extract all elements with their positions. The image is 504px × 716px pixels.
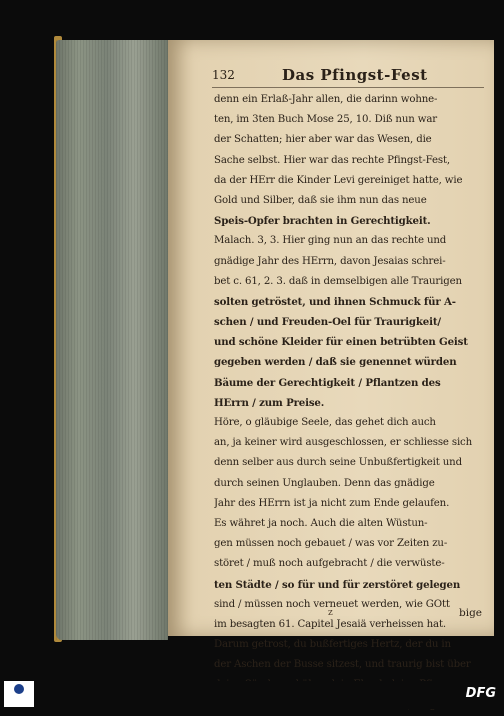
book-page: [168, 40, 494, 671]
text-line: denn ein Erlaß-Jahr allen, die darinn wohne-: [214, 94, 438, 105]
book-page-edges: [56, 40, 168, 640]
text-line: durch seinen Unglauben. Denn das gnädige: [214, 477, 435, 489]
page-body-text: [214, 90, 484, 716]
text-line: bet c. 61, 2. 3. daß in demselbigen alle Traurigen: [214, 275, 462, 287]
text-line: ten, im 3ten Buch Mose 25, 10. Diß nun war: [214, 114, 437, 126]
library-logo-icon: [14, 684, 24, 694]
text-line: Bäume der Gerechtigkeit / Pflantzen des: [214, 376, 441, 389]
text-line: sind / müssen noch verneuet werden, wie GOtt: [214, 598, 450, 610]
text-line: der Aschen der Busse sitzest, und traurig bist über: [214, 659, 471, 671]
text-line: an, ja keiner wird ausgeschlossen, er schliesse sich: [214, 437, 473, 449]
text-line: HErrn / zum Preise.: [214, 396, 325, 409]
text-line: und schöne Kleider für einen betrübten Geist: [214, 336, 468, 349]
text-line: gegeben werden / daß sie genennet würden: [214, 356, 457, 369]
text-line: Jahr des HErrn ist ja nicht zum Ende gelaufen.: [214, 497, 450, 509]
text-line: der Schatten; hier aber war das Wesen, die: [214, 134, 432, 146]
page-edge-lines: [56, 40, 168, 640]
viewer-footer: [0, 681, 504, 709]
running-title: Das Pfingst-Fest: [282, 66, 428, 84]
text-line: im besagten 61. Capitel Jesaiä verheissen hat.: [214, 618, 446, 630]
text-line: da der HErr die Kinder Levi gereiniget hatte, wie: [214, 174, 463, 186]
page-header: [212, 66, 482, 86]
text-line: Höre, o gläubige Seele, das gehet dich auch: [214, 417, 436, 428]
text-line: gnädige Jahr des HErrn, davon Jesaias schrei-: [214, 255, 446, 267]
text-line: störet / muß noch aufgebracht / die verwüste-: [214, 558, 445, 570]
text-line: Speis-Opfer brachten in Gerechtigkeit.: [214, 215, 431, 228]
dfg-logo[interactable]: DFG: [465, 686, 496, 701]
library-logo[interactable]: [4, 681, 34, 707]
text-line: Darum getrost, du bußfertiges Hertz, der du in: [214, 639, 451, 651]
text-line: Es währet ja noch. Auch die alten Wüstun-: [214, 517, 428, 529]
catchword: bige: [458, 607, 482, 619]
text-line: Malach. 3, 3. Hier ging nun an das rechte und: [214, 235, 447, 247]
header-rule: [212, 87, 484, 88]
text-line: schen / und Freuden-Oel für Traurigkeit/: [214, 316, 441, 329]
signature-mark: z: [328, 608, 333, 618]
text-line: Gold und Silber, daß sie ihm nun das neue: [214, 194, 427, 206]
text-line: gen müssen noch gebauet / was vor Zeiten zu-: [214, 538, 448, 550]
text-line: solten getröstet, und ihnen Schmuck für A-: [214, 295, 456, 308]
text-line: denn selber aus durch seine Unbußfertigkeit und: [214, 457, 462, 469]
text-line: ten Städte / so für und für zerstöret gelegen: [214, 578, 461, 591]
page-number: 132: [212, 68, 235, 82]
text-line: Sache selbst. Hier war das rechte Pfingst-Fest,: [214, 154, 450, 166]
